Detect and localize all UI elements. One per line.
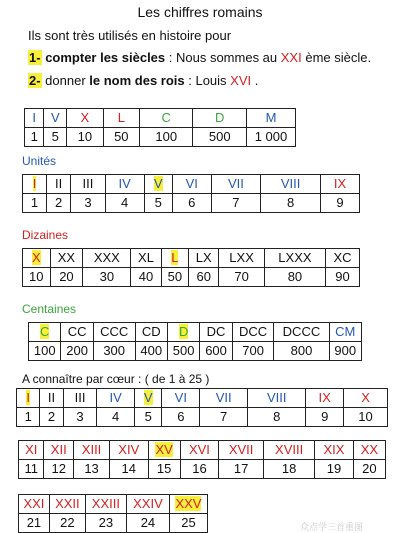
dizaines-roman-row [23,249,360,268]
memo-roman-cell: XIV [110,441,149,460]
memo-roman-cell: XI [19,441,44,460]
base-roman-cell: L [103,109,139,128]
memo-arabic-cell: 10 [344,408,388,427]
memo-arabic-cell: 15 [148,460,180,479]
dizaines-roman-cell: LX [189,249,219,268]
memo-arabic-cell: 4 [97,408,135,427]
base-table-roman-row [25,109,296,128]
page-title: Les chiffres romains [137,4,263,20]
unites-arabic-cell: 1 [23,194,47,213]
dizaines-arabic-cell: 90 [325,268,359,287]
centaines-arabic-cell: 200 [61,342,93,361]
unites-roman-cell: VIII [261,175,321,194]
unites-heading: Unités [22,154,57,168]
base-arabic-cell: 5 [44,128,67,147]
memo-row3-roman [19,495,208,514]
memo-roman-cell: I [17,389,40,408]
unites-arabic-cell: 8 [261,194,321,213]
memo-roman-cell: IX [306,389,344,408]
unites-roman-cell: V [144,175,172,194]
memo-arabic-cell: 12 [44,460,74,479]
point-2-text: : Louis [184,73,231,88]
memo-arabic-cell: 18 [264,460,315,479]
memo-arabic-cell: 5 [135,408,162,427]
memo-roman-cell: XXI [19,495,50,514]
memo-arabic-cell: 23 [85,514,126,533]
dizaines-heading: Dizaines [22,228,69,242]
dizaines-roman-cell: XC [325,249,359,268]
dizaines-table [22,248,360,287]
base-arabic-cell: 100 [140,128,193,147]
memo-arabic-cell: 13 [74,460,110,479]
point-1-roman: XXI [280,50,302,65]
memo-roman-cell: XVII [219,441,264,460]
memo-arabic-cell: 8 [248,408,306,427]
memo-roman-cell: X [344,389,388,408]
dizaines-roman-cell: XXX [83,249,131,268]
memo-roman-cell: IV [97,389,135,408]
centaines-roman-cell: CCC [93,323,135,342]
unites-arabic-cell: 2 [47,194,71,213]
centaines-arabic-cell: 900 [329,342,362,361]
base-arabic-cell: 1 000 [247,128,296,147]
centaines-heading: Centaines [22,302,77,316]
unites-roman-cell: II [47,175,71,194]
centaines-roman-cell: DCCC [274,323,329,342]
point-1-suffix: ème siècle. [301,50,372,65]
centaines-arabic-cell: 600 [200,342,232,361]
unites-roman-cell: IX [321,175,360,194]
centaines-roman-cell: DC [200,323,232,342]
dizaines-arabic-cell: 30 [83,268,131,287]
point-1-bold: compter les siècles [45,50,166,65]
memo-arabic-cell: 21 [19,514,50,533]
base-roman-cell: X [67,109,103,128]
dizaines-roman-cell: XX [50,249,83,268]
memo-roman-cell: XVIII [264,441,315,460]
memo-roman-cell: XIX [315,441,354,460]
memo-roman-cell: VIII [248,389,306,408]
base-table [24,108,296,147]
centaines-roman-row [29,323,362,342]
base-arabic-cell: 50 [103,128,139,147]
unites-table [22,174,360,213]
memo-arabic-cell: 7 [200,408,248,427]
dizaines-arabic-cell: 40 [131,268,161,287]
unites-arabic-cell: 6 [172,194,211,213]
unites-roman-cell: VII [211,175,260,194]
base-arabic-cell: 500 [193,128,247,147]
unites-arabic-cell: 5 [144,194,172,213]
memo-roman-cell: XII [44,441,74,460]
memo-roman-cell: XXIV [126,495,169,514]
memo-arabic-cell: 9 [306,408,344,427]
memo-roman-cell: XXV [169,495,207,514]
point-2-bold: le nom des rois [89,73,185,88]
base-roman-cell: D [193,109,247,128]
unites-roman-cell: III [71,175,106,194]
point-2-suffix: . [251,73,259,88]
centaines-roman-cell: CC [61,323,93,342]
memo-roman-cell: V [135,389,162,408]
unites-roman-cell: I [23,175,47,194]
memo-row1-arabic [17,408,388,427]
centaines-roman-cell: CM [329,323,362,342]
base-arabic-cell: 1 [25,128,44,147]
unites-arabic-cell: 4 [105,194,144,213]
memo-arabic-cell: 14 [110,460,149,479]
dizaines-roman-cell: XL [131,249,161,268]
memo-row3-arabic [19,514,208,533]
memo-arabic-cell: 17 [219,460,264,479]
dizaines-roman-cell: LXX [219,249,265,268]
point-2-roman: XVI [230,73,252,88]
memo-roman-cell: VI [162,389,200,408]
point-2-number: 2- [29,73,41,88]
centaines-arabic-cell: 500 [167,342,199,361]
dizaines-roman-cell: LXXX [264,249,325,268]
memo-roman-cell: XXIII [85,495,126,514]
centaines-table [28,322,362,361]
memo-arabic-cell: 25 [169,514,207,533]
memo-table-1 [16,388,388,427]
centaines-arabic-cell: 400 [135,342,167,361]
base-arabic-cell: 10 [67,128,103,147]
dizaines-arabic-cell: 10 [23,268,51,287]
unites-roman-cell: IV [105,175,144,194]
memo-roman-cell: XIII [74,441,110,460]
point-2 [28,73,258,88]
base-table-arabic-row [25,128,296,147]
memo-roman-cell: II [40,389,63,408]
intro-text: Ils sont très utilisés en histoire pour [28,28,232,43]
memo-arabic-cell: 16 [180,460,219,479]
memo-roman-cell: XV [148,441,180,460]
dizaines-arabic-row [23,268,360,287]
centaines-roman-cell: D [167,323,199,342]
unites-arabic-row [23,194,360,213]
unites-roman-row [23,175,360,194]
memo-arabic-cell: 11 [19,460,44,479]
memo-arabic-cell: 20 [353,460,385,479]
memo-arabic-cell: 2 [40,408,63,427]
centaines-roman-cell: DCC [232,323,274,342]
point-1 [28,50,371,65]
base-roman-cell: C [140,109,193,128]
dizaines-arabic-cell: 20 [50,268,83,287]
memo-arabic-cell: 6 [162,408,200,427]
memo-row2-arabic [19,460,386,479]
centaines-arabic-cell: 700 [232,342,274,361]
memo-arabic-cell: 19 [315,460,354,479]
centaines-arabic-cell: 800 [274,342,329,361]
dizaines-roman-cell: L [161,249,189,268]
memo-table-2 [18,440,386,479]
memo-arabic-cell: 1 [17,408,40,427]
memo-roman-cell: XVI [180,441,219,460]
dizaines-arabic-cell: 60 [189,268,219,287]
memo-roman-cell: XX [353,441,385,460]
memo-roman-cell: VII [200,389,248,408]
memo-row2-roman [19,441,386,460]
base-roman-cell: M [247,109,296,128]
centaines-roman-cell: C [29,323,61,342]
memo-arabic-cell: 22 [49,514,85,533]
memo-roman-cell: XXII [49,495,85,514]
memo-heading: A connaître par cœur : ( de 1 à 25 ) [22,372,210,386]
base-roman-cell: V [44,109,67,128]
centaines-arabic-row [29,342,362,361]
unites-arabic-cell: 9 [321,194,360,213]
centaines-arabic-cell: 300 [93,342,135,361]
dizaines-arabic-cell: 80 [264,268,325,287]
dizaines-roman-cell: X [23,249,51,268]
point-1-text: : Nous sommes au [165,50,281,65]
memo-table-3 [18,494,208,533]
unites-arabic-cell: 7 [211,194,260,213]
watermark: 众点学三首重图 [300,522,364,532]
dizaines-arabic-cell: 70 [219,268,265,287]
memo-roman-cell: III [63,389,97,408]
centaines-arabic-cell: 100 [29,342,61,361]
point-2-pre: donner [41,73,90,88]
point-1-number: 1- [29,50,41,65]
base-roman-cell: I [25,109,44,128]
dizaines-arabic-cell: 50 [161,268,189,287]
memo-row1-roman [17,389,388,408]
unites-roman-cell: VI [172,175,211,194]
memo-arabic-cell: 3 [63,408,97,427]
unites-arabic-cell: 3 [71,194,106,213]
centaines-roman-cell: CD [135,323,167,342]
memo-arabic-cell: 24 [126,514,169,533]
